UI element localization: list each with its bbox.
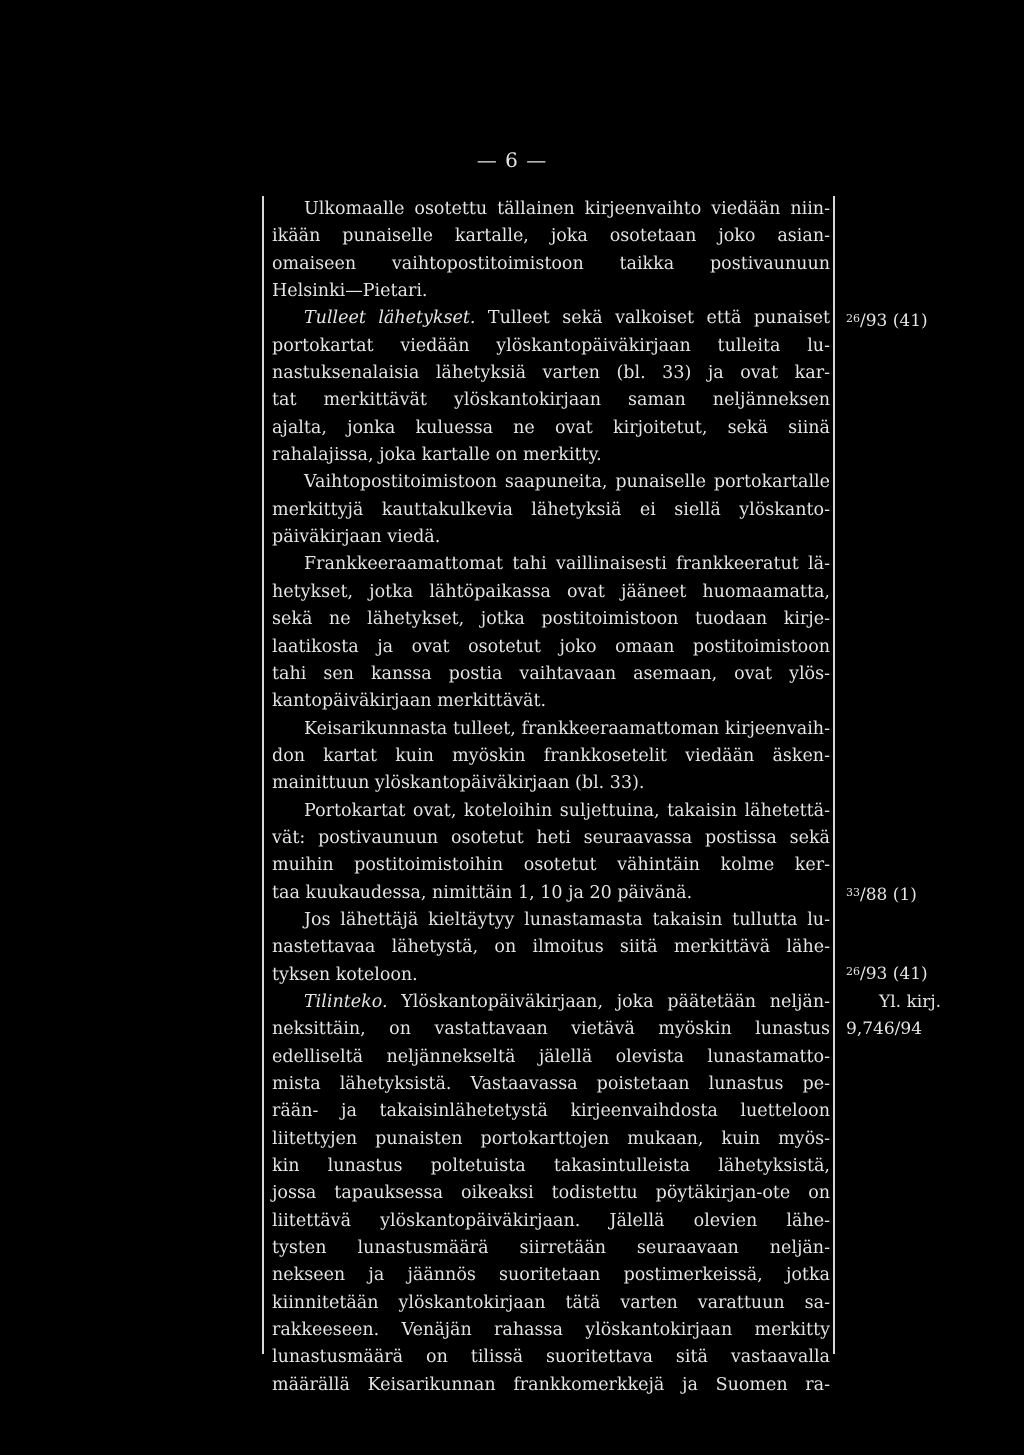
reference-text: /93 (41) (860, 311, 928, 331)
text-line: nekseen ja jäännös suoritetaan postimerkeissä, jotka (272, 1265, 830, 1286)
text-line: muihin postitoimistoihin osotetut vähintäin kolme ker- (272, 855, 830, 876)
text-line: taa kuukaudessa, nimittäin 1, 10 ja 20 päivänä. (272, 882, 693, 903)
text-line: hetykset, jotka lähtöpaikassa ovat jääneet huomaamatta, (272, 581, 830, 602)
line-text: Tulleet sekä valkoiset että punaiset (475, 308, 830, 329)
reference-superscript: 33 (846, 886, 860, 899)
text-line: jossa tapauksessa oikeaksi todistettu pöytäkirjan-ote on (272, 1183, 830, 1204)
margin-reference: 9,746/94 (846, 1019, 923, 1039)
text-line: määrällä Keisarikunnan frankkomerkkejä ja Suomen ra- (272, 1374, 830, 1395)
text-line: Jos lähettäjä kieltäytyy lunastamasta takaisin tullutta lu- (304, 909, 830, 930)
text-line: ikään punaiselle kartalle, joka osotetaan joko asian- (272, 226, 830, 247)
text-line: vät: postivaunuun osotetut heti seuraavassa postissa sekä (272, 827, 830, 848)
text-line: lunastusmäärä on tilissä suoritettava sitä vastaavalla (272, 1347, 830, 1368)
text-line: tysten lunastusmäärä siirretään seuraavaan neljän- (272, 1238, 830, 1259)
text-line: rahalajissa, joka kartalle on merkitty. (272, 445, 602, 466)
margin-reference (846, 961, 928, 988)
text-line: liitettyjen punaisten portokarttojen mukaan, kuin myös- (272, 1128, 830, 1149)
reference-text: /88 (1) (860, 885, 917, 905)
text-line: don kartat kuin myöskin frankkosetelit viedään äsken- (272, 745, 830, 766)
text-line: Ulkomaalle osotettu tällainen kirjeenvaihto viedään niin- (304, 199, 830, 219)
margin-reference (846, 308, 928, 335)
text-line: mista lähetyksistä. Vastaavassa poistetaan lunastus pe- (272, 1074, 830, 1094)
text-line: nastuksenalaisia lähetyksiä varten (bl. 33) ja ovat kar- (272, 363, 830, 384)
section-heading: Tilinteko. (304, 991, 388, 1012)
text-line (272, 305, 830, 332)
text-line: Portokartat ovat, koteloihin suljettuina, takaisin lähetettä- (304, 800, 830, 821)
reference-text: /93 (41) (860, 964, 928, 984)
text-line: edelliseltä neljännekseltä jälellä olevista lunastamatto- (272, 1046, 830, 1067)
text-line: Vaihtopostitoimistoon saapuneita, punaiselle portokartalle (304, 472, 830, 493)
reference-superscript: 26 (846, 312, 860, 325)
text-line: tat merkittävät ylöskantokirjaan saman neljänneksen (272, 390, 830, 411)
margin-reference: Yl. kirj. (878, 992, 941, 1012)
text-line: Keisarikunnasta tulleet, frankkeeraamattoman kirjeenvaih- (304, 718, 830, 739)
text-line: Helsinki—Pietari. (272, 281, 428, 302)
line-text: Ylöskantopäiväkirjaan, joka päätetään neljän- (387, 991, 830, 1012)
text-line: neksittäin, on vastattavaan vietävä myöskin lunastus (272, 1019, 830, 1040)
right-column-rule (833, 196, 835, 1354)
text-line: omaiseen vaihtopostitoimistoon taikka postivaunuun (272, 253, 830, 274)
text-line: tahi sen kanssa postia vaihtavaan asemaan, ovat ylös- (272, 663, 830, 684)
text-line: ajalta, jonka kuluessa ne ovat kirjoitetut, sekä siinä (272, 417, 830, 438)
text-line: mainittuun ylöskantopäiväkirjaan (bl. 33). (272, 773, 645, 794)
text-line: kantopäiväkirjaan merkittävät. (272, 691, 547, 712)
text-line: kin lunastus poltetuista takasintulleista lähetyksistä, (272, 1156, 830, 1177)
text-line (272, 989, 830, 1016)
text-line: Frankkeeraamattomat tahi vaillinaisesti frankkeeratut lä- (304, 554, 830, 575)
text-line: rakkeeseen. Venäjän rahassa ylöskantokirjaan merkitty (272, 1320, 830, 1341)
text-line: merkittyjä kauttakulkevia lähetyksiä ei siellä ylöskanto- (272, 499, 830, 520)
left-column-rule (262, 196, 264, 1354)
text-line: liitettävä ylöskantopäiväkirjaan. Jälellä olevien lähe- (272, 1210, 830, 1231)
margin-reference (846, 882, 917, 909)
text-line: päiväkirjaan viedä. (272, 527, 441, 548)
text-line: tyksen koteloon. (272, 964, 418, 985)
text-column (272, 196, 830, 1399)
page-number: — 6 — (476, 148, 548, 172)
text-line: sekä ne lähetykset, jotka postitoimistoon tuodaan kirje- (272, 609, 830, 630)
text-line: rään- ja takaisinlähetetystä kirjeenvaihdosta luetteloon (272, 1101, 830, 1122)
reference-superscript: 26 (846, 965, 860, 978)
section-heading: Tulleet lähetykset. (304, 308, 476, 329)
text-line: portokartat viedään ylöskantopäiväkirjaan tulleita lu- (272, 335, 830, 356)
text-line: kiinnitetään ylöskantokirjaan tätä varten varattuun sa- (272, 1292, 830, 1313)
text-line: nastettavaa lähetystä, on ilmoitus siitä merkittävä lähe- (272, 937, 830, 958)
text-line: laatikosta ja ovat osotetut joko omaan postitoimistoon (272, 636, 830, 657)
